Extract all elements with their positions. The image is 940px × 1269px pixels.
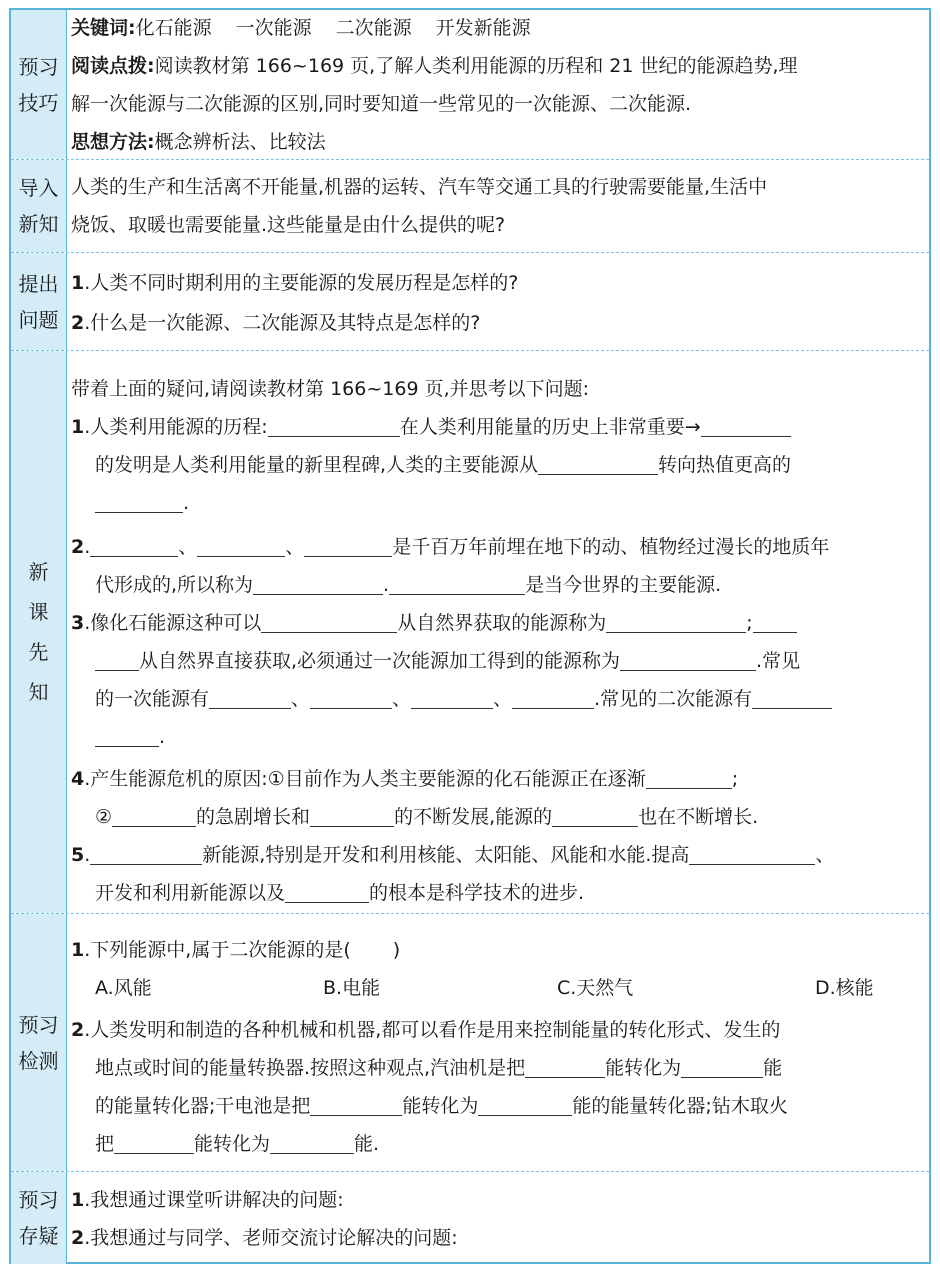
answer-blank[interactable] (268, 414, 400, 437)
keywords-line: 关键词:化石能源 一次能源 二次能源 开发新能源 (71, 17, 531, 39)
answer-blank[interactable] (209, 686, 291, 709)
answer-blank[interactable] (689, 842, 815, 865)
row-label-preview-check: 预习 检测 (11, 914, 67, 1171)
answer-blank[interactable] (95, 724, 159, 747)
check-question-1: 1.下列能源中,属于二次能源的是( ) (71, 939, 401, 961)
item-5: 5. 新能源,特别是开发和利用核能、太阳能、风能和水能.提高 、 (71, 844, 835, 866)
answer-blank[interactable] (681, 1055, 763, 1078)
row-new-lesson: 新 课 先 知 带着上面的疑问,请阅读教材第 166~169 页,并思考以下问题: 1.人类利用能源的历程: 在人类利用能量的历史上非常重要→ 的发明是人类利用能量的新里程碑,人类的主要能源从 转向热值更高的 . 2. 、 、 是千百万年前埋在地下的动、植物经过漫长的地质年 代形成的,所以称为 . 是当今世界的主要能源. 3.像化石能源这种可以 从自然界获取的能源称为 ; 从自然界直接获取,必须通过一次能源加工得到的能源称为 .常见 的一次能源有 、 、 、 .常见的二次能源有 . 4.产生能源危机的原因:①目前作为人类主要能源的化石能源正在逐渐 ; ② 的急剧增长和 的不断发展,能源的 也在不断增长. 5. 新能源,特别是开发和利用核能、太阳能、风能和水能.提高 、 开发和利用新能源以及 的根本是科学技术的进步. (11, 351, 929, 914)
answer-blank[interactable] (478, 1093, 572, 1116)
row-label-intro: 导入 新知 (11, 160, 67, 252)
answer-blank[interactable] (512, 686, 594, 709)
answer-blank[interactable] (753, 610, 797, 633)
answer-blank[interactable] (701, 414, 791, 437)
option-a[interactable]: A.风能 (95, 977, 152, 999)
row-label-preview-doubts: 预习 存疑 (11, 1172, 67, 1264)
row-questions (11, 253, 929, 351)
answer-blank[interactable] (95, 490, 183, 513)
question-1: 1.人类不同时期利用的主要能源的发展历程是怎样的? (71, 272, 519, 294)
question-2: 2.什么是一次能源、二次能源及其特点是怎样的? (71, 312, 481, 334)
item-4: 4.产生能源危机的原因:①目前作为人类主要能源的化石能源正在逐渐 ; (71, 768, 739, 790)
answer-blank[interactable] (90, 534, 178, 557)
answer-blank[interactable] (112, 804, 196, 827)
answer-blank[interactable] (310, 804, 394, 827)
reading-tips-line-2: 解一次能源与二次能源的区别,同时要知道一些常见的一次能源、二次能源. (71, 93, 692, 115)
answer-blank[interactable] (310, 1093, 402, 1116)
new-lesson-intro: 带着上面的疑问,请阅读教材第 166~169 页,并思考以下问题: (71, 378, 590, 400)
answer-blank[interactable] (552, 804, 638, 827)
keyword: 化石能源 (135, 17, 212, 39)
answer-blank[interactable] (304, 534, 392, 557)
item-3: 3.像化石能源这种可以 从自然界获取的能源称为 ; (71, 605, 923, 641)
answer-blank[interactable] (606, 610, 746, 633)
keyword: 二次能源 (335, 17, 412, 39)
check-question-2: 2.人类发明和制造的各种机械和机器,都可以看作是用来控制能量的转化形式、发生的 (71, 1019, 781, 1041)
worksheet-table (9, 8, 931, 1264)
row-label-questions: 提出 问题 (11, 253, 67, 350)
answer-blank[interactable] (270, 1131, 354, 1154)
answer-blank[interactable] (525, 1055, 605, 1078)
preview-tips-content (71, 10, 923, 159)
option-c[interactable]: C.天然气 (557, 977, 634, 999)
item-1: 1.人类利用能源的历程: 在人类利用能量的历史上非常重要→ (71, 409, 923, 445)
row-label-preview-tips: 预习 技巧 (11, 10, 67, 159)
reading-tips-label: 阅读点拨 (71, 55, 148, 77)
answer-blank[interactable] (752, 686, 832, 709)
row-preview-doubts (11, 1172, 929, 1264)
answer-blank[interactable] (197, 534, 285, 557)
answer-blank[interactable] (310, 686, 392, 709)
keyword: 开发新能源 (435, 17, 531, 39)
answer-blank[interactable] (411, 686, 493, 709)
reading-tips-line: 阅读点拨:阅读教材第 166~169 页,了解人类利用能源的历程和 21 世纪的能源趋势,理 (71, 55, 798, 77)
keywords-label: 关键词 (71, 17, 129, 39)
option-b[interactable]: B.电能 (323, 977, 381, 999)
option-d[interactable]: D.核能 (815, 977, 874, 999)
answer-blank[interactable] (620, 648, 756, 671)
answer-blank[interactable] (90, 842, 202, 865)
doubt-2: 2.我想通过与同学、老师交流讨论解决的问题: (71, 1227, 458, 1249)
answer-blank[interactable] (389, 572, 525, 595)
thinking-method-label: 思想方法 (71, 131, 148, 153)
answer-blank[interactable] (261, 610, 397, 633)
row-preview-check: 预习 检测 1.下列能源中,属于二次能源的是( ) A.风能 B.电能 C.天然气 D.核能 2.人类发明和制造的各种机械和机器,都可以看作是用来控制能量的转化形式、发生的 地点或时间的能量转换器.按照这种观点,汽油机是把 能转化为 能 的能量转化器;干电池是把 能转化为 能的能量转化器;钻木取火 把 能转化为 能. (11, 914, 929, 1172)
answer-blank[interactable] (253, 572, 383, 595)
options-row (71, 970, 923, 1006)
row-label-new-lesson: 新 课 先 知 (11, 351, 67, 913)
thinking-method-line: 思想方法:概念辨析法、比较法 (71, 131, 326, 153)
answer-blank[interactable] (285, 880, 369, 903)
row-preview-tips (11, 10, 929, 160)
row-intro: 导入 新知 人类的生产和生活离不开能量,机器的运转、汽车等交通工具的行驶需要能量,生活中 烧饭、取暖也需要能量.这些能量是由什么提供的呢? (11, 160, 929, 253)
answer-blank[interactable] (114, 1131, 194, 1154)
answer-blank[interactable] (95, 648, 139, 671)
item-2: 2. 、 、 是千百万年前埋在地下的动、植物经过漫长的地质年 (71, 536, 830, 558)
keyword: 一次能源 (235, 17, 312, 39)
doubt-1: 1.我想通过课堂听讲解决的问题: (71, 1189, 344, 1211)
answer-blank[interactable] (646, 766, 732, 789)
answer-blank[interactable] (538, 452, 658, 475)
